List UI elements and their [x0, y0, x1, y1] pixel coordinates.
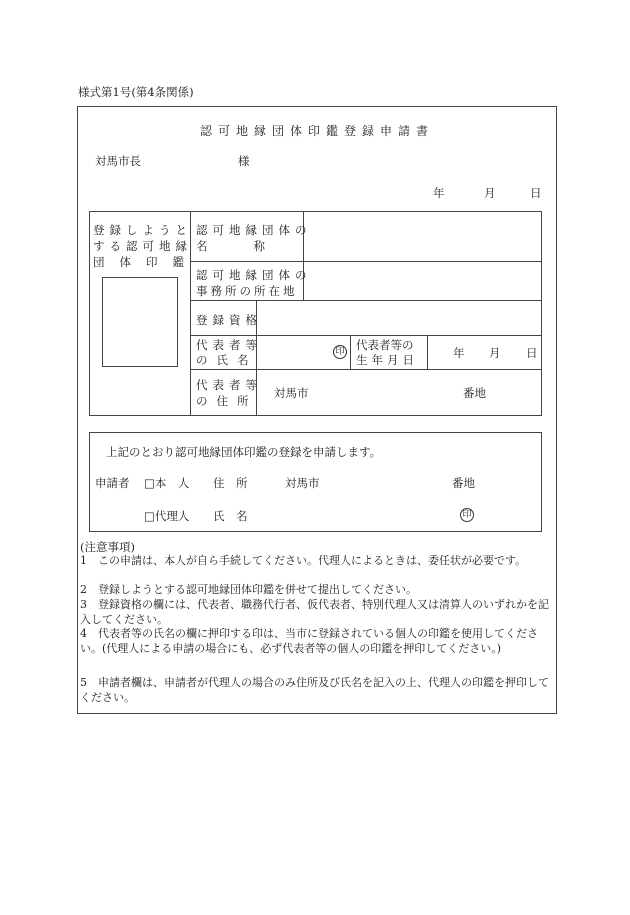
- form-title: 認可地縁団体印鑑登録申請書: [200, 124, 435, 138]
- applicant-name-label: 氏 名: [213, 509, 248, 523]
- note-item-1: 1 この申請は、本人が自ら手続してください。代理人によるときは、委任状が必要です。: [80, 554, 527, 567]
- birth-year-label: 年: [453, 346, 465, 360]
- office-label-1: 認可地縁団体の: [196, 268, 312, 282]
- seal-mark-icon: 印: [333, 345, 347, 359]
- birth-month-label: 月: [489, 346, 501, 360]
- rep-birth-label-1: 代表者等の: [356, 338, 414, 352]
- notes-heading: (注意事項): [80, 540, 135, 554]
- honorific: 様: [238, 154, 250, 168]
- seal-section-label-2: する認可地縁: [93, 239, 192, 253]
- seal-imprint-box[interactable]: [102, 277, 178, 367]
- birth-day-label: 日: [526, 346, 538, 360]
- applicant-seal-mark-icon: 印: [460, 508, 474, 522]
- qualification-field[interactable]: [259, 303, 539, 333]
- rep-address-banchi: 番地: [463, 386, 486, 400]
- note-item-5: 5 申請者欄は、申請者が代理人の場合のみ住所及び氏名を記入の上、代理人の印鑑を押印してください。: [80, 676, 549, 704]
- applicant-label: 申請者: [95, 476, 130, 490]
- org-name-field[interactable]: [306, 214, 538, 258]
- note-item-4: 4 代表者等の氏名の欄に押印する印は、当市に登録されている個人の印鑑を使用してください。(代理人による申請の場合にも、必ず代表者等の個人の印鑑を押印してください。): [80, 627, 538, 655]
- rep-birth-label-2: 生年月日: [356, 353, 418, 367]
- office-label-2: 事務所の所在地: [196, 284, 298, 298]
- rep-address-city: 対馬市: [274, 386, 309, 400]
- application-statement: 上記のとおり認可地縁団体印鑑の登録を申請します。: [106, 445, 382, 459]
- applicant-banchi: 番地: [452, 476, 475, 490]
- rep-address-label-2: の住所: [196, 394, 258, 408]
- self-option-checkbox[interactable]: □本 人: [144, 476, 190, 490]
- office-address-field[interactable]: [306, 264, 538, 298]
- note-item-3: 3 登録資格の欄には、代表者、職務代行者、仮代表者、特別代理人又は清算人のいずれかを記入してください。: [80, 598, 549, 626]
- proxy-option-checkbox[interactable]: □代理人: [144, 509, 190, 523]
- date-month-label: 月: [484, 186, 496, 200]
- org-name-label-1: 認可地縁団体の: [196, 223, 312, 237]
- applicant-address-label: 住 所: [213, 476, 248, 490]
- addressee: 対馬市長: [95, 154, 141, 168]
- rep-name-label-1: 代表者等: [196, 338, 262, 352]
- seal-section-label-3: 団体印鑑: [93, 255, 199, 269]
- org-name-label-2: 名 称: [196, 239, 265, 253]
- qualification-label: 登録資格: [196, 313, 262, 327]
- rep-name-field[interactable]: [259, 338, 329, 367]
- rep-address-label-1: 代表者等: [196, 378, 262, 392]
- applicant-city: 対馬市: [285, 476, 320, 490]
- date-day-label: 日: [530, 186, 542, 200]
- rep-name-label-2: の氏名: [196, 353, 258, 367]
- form-number: 様式第1号(第4条関係): [78, 85, 194, 99]
- note-item-2: 2 登録しようとする認可地縁団体印鑑を併せて提出してください。: [80, 583, 417, 596]
- date-year-label: 年: [433, 186, 445, 200]
- seal-section-label-1: 登録しようと: [93, 223, 192, 237]
